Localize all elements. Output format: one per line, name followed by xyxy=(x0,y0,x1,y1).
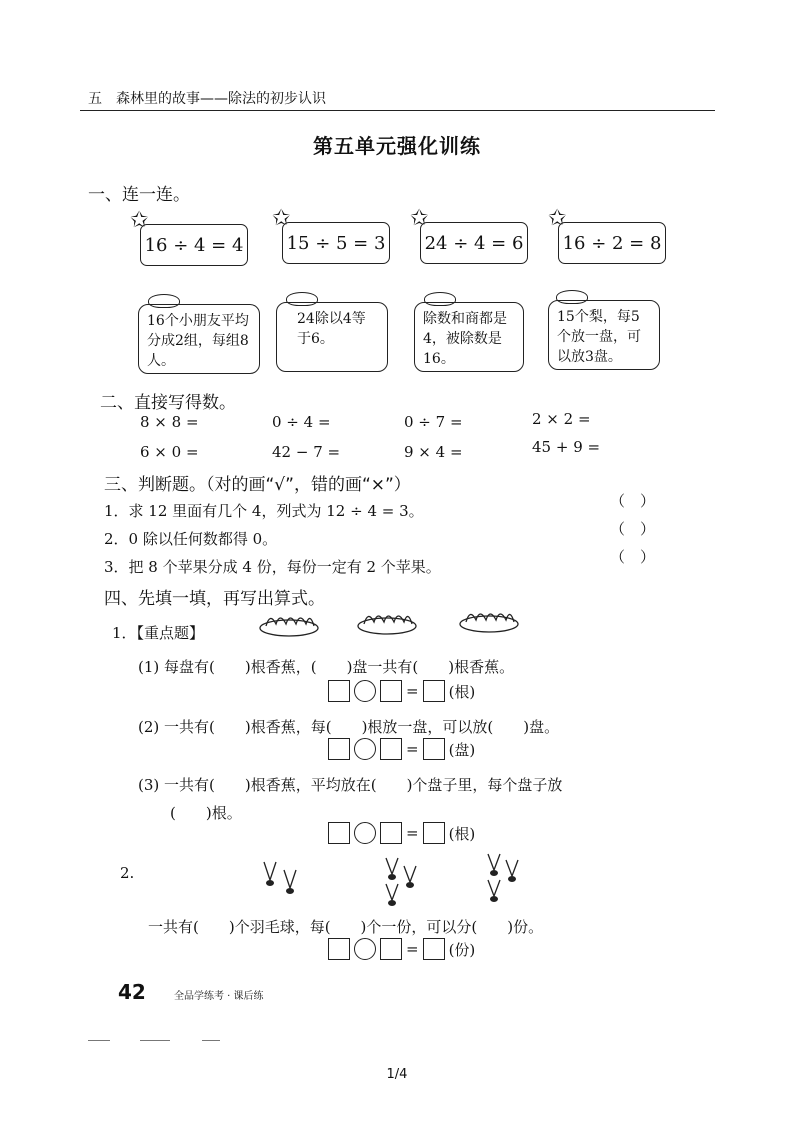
answer-box[interactable] xyxy=(328,680,350,702)
equation-text: 24 ÷ 4 = 6 xyxy=(420,222,528,264)
text-card-3[interactable]: 除数和商都是4，被除数是16。 xyxy=(414,302,524,372)
star-icon: ✩ xyxy=(548,206,567,231)
equation-card-1[interactable] xyxy=(130,210,248,266)
unit-label: (根) xyxy=(448,824,476,843)
equation-text: 16 ÷ 4 = 4 xyxy=(140,224,248,266)
question-1-2: (2) 一共有( )根香蕉，每( )根放一盘，可以放( )盘。 xyxy=(138,718,560,736)
equation-card-3[interactable] xyxy=(410,208,528,264)
answer-box[interactable] xyxy=(328,822,350,844)
answer-bracket-2[interactable]: （ ） xyxy=(610,520,656,538)
text-card-2[interactable]: 24除以4等于6。 xyxy=(276,302,388,372)
judge-item-1: 1．求 12 里面有几个 4，列式为 12 ÷ 4 = 3。 xyxy=(104,502,424,520)
calc-item: 0 ÷ 4 = xyxy=(272,413,331,431)
answer-box[interactable] xyxy=(328,938,350,960)
star-icon: ✩ xyxy=(410,206,429,231)
answer-box[interactable] xyxy=(423,822,445,844)
calc-item: 42 − 7 = xyxy=(272,443,341,461)
unit-title: 第五单元强化训练 xyxy=(313,134,481,158)
header-title: 五 森林里的故事——除法的初步认识 xyxy=(88,91,326,107)
shuttlecock-icon xyxy=(484,852,528,904)
scan-mark xyxy=(202,1040,220,1041)
operator-circle[interactable] xyxy=(354,680,376,702)
section-2-heading: 二、直接写得数。 xyxy=(100,393,236,413)
equation-blank-1[interactable]: = (根) xyxy=(328,680,475,702)
answer-box[interactable] xyxy=(380,738,402,760)
footer-text: 全品学练考 · 课后练 xyxy=(174,991,264,1002)
calc-item: 6 × 0 = xyxy=(140,443,199,461)
calc-item: 9 × 4 = xyxy=(404,443,463,461)
star-icon: ✩ xyxy=(130,208,149,233)
question-1-3b: ( )根。 xyxy=(170,804,242,822)
answer-box[interactable] xyxy=(380,822,402,844)
question-1-label: 1．【重点题】 xyxy=(112,624,205,642)
question-1-3a: (3) 一共有( )根香蕉，平均放在( )个盘子里，每个盘子放 xyxy=(138,776,563,794)
star-icon: ✩ xyxy=(272,206,291,231)
unit-label: (根) xyxy=(448,682,476,701)
page-number: 42 xyxy=(118,980,146,1004)
answer-box[interactable] xyxy=(380,680,402,702)
shuttlecock-icon xyxy=(382,856,426,908)
answer-bracket-1[interactable]: （ ） xyxy=(610,492,656,510)
shuttlecock-icon xyxy=(260,858,304,910)
answer-box[interactable] xyxy=(328,738,350,760)
scan-mark xyxy=(88,1040,110,1041)
answer-box[interactable] xyxy=(423,680,445,702)
question-1-1: (1) 每盘有( )根香蕉，( )盘一共有( )根香蕉。 xyxy=(138,658,515,676)
banana-plate-icon xyxy=(356,606,418,636)
page-indicator: 1/4 xyxy=(386,1067,408,1082)
operator-circle[interactable] xyxy=(354,822,376,844)
answer-box[interactable] xyxy=(423,738,445,760)
question-2-label: 2. xyxy=(120,864,135,882)
section-4-heading: 四、先填一填，再写出算式。 xyxy=(104,589,325,609)
equation-blank-4[interactable]: = (份) xyxy=(328,938,475,960)
judge-item-2: 2．0 除以任何数都得 0。 xyxy=(104,530,278,548)
unit-label: (份) xyxy=(448,940,476,959)
banana-plate-icon xyxy=(458,604,520,634)
judge-item-3: 3．把 8 个苹果分成 4 份，每份一定有 2 个苹果。 xyxy=(104,558,441,576)
equation-card-2[interactable] xyxy=(272,208,390,264)
operator-circle[interactable] xyxy=(354,938,376,960)
equation-text: 16 ÷ 2 = 8 xyxy=(558,222,666,264)
scan-mark xyxy=(140,1040,170,1041)
unit-label: (盘) xyxy=(448,740,476,759)
text-card-4[interactable]: 15个梨，每5个放一盘，可以放3盘。 xyxy=(548,300,660,370)
calc-item: 0 ÷ 7 = xyxy=(404,413,463,431)
calc-item: 2 × 2 = xyxy=(532,410,591,428)
answer-box[interactable] xyxy=(380,938,402,960)
header-divider xyxy=(80,110,715,111)
answer-bracket-3[interactable]: （ ） xyxy=(610,548,656,566)
operator-circle[interactable] xyxy=(354,738,376,760)
banana-plate-icon xyxy=(258,608,320,638)
section-1-heading: 一、连一连。 xyxy=(88,185,190,205)
calc-item: 8 × 8 = xyxy=(140,413,199,431)
question-2-text: 一共有( )个羽毛球，每( )个一份，可以分( )份。 xyxy=(148,918,544,936)
equation-card-4[interactable] xyxy=(548,208,666,264)
section-3-heading: 三、判断题。（对的画“√”，错的画“×”） xyxy=(104,475,411,495)
equation-blank-3[interactable]: = (根) xyxy=(328,822,475,844)
text-card-1[interactable]: 16个小朋友平均分成2组，每组8人。 xyxy=(138,304,260,374)
calc-item: 45 + 9 = xyxy=(532,438,601,456)
equation-blank-2[interactable]: = (盘) xyxy=(328,738,475,760)
answer-box[interactable] xyxy=(423,938,445,960)
equation-text: 15 ÷ 5 = 3 xyxy=(282,222,390,264)
